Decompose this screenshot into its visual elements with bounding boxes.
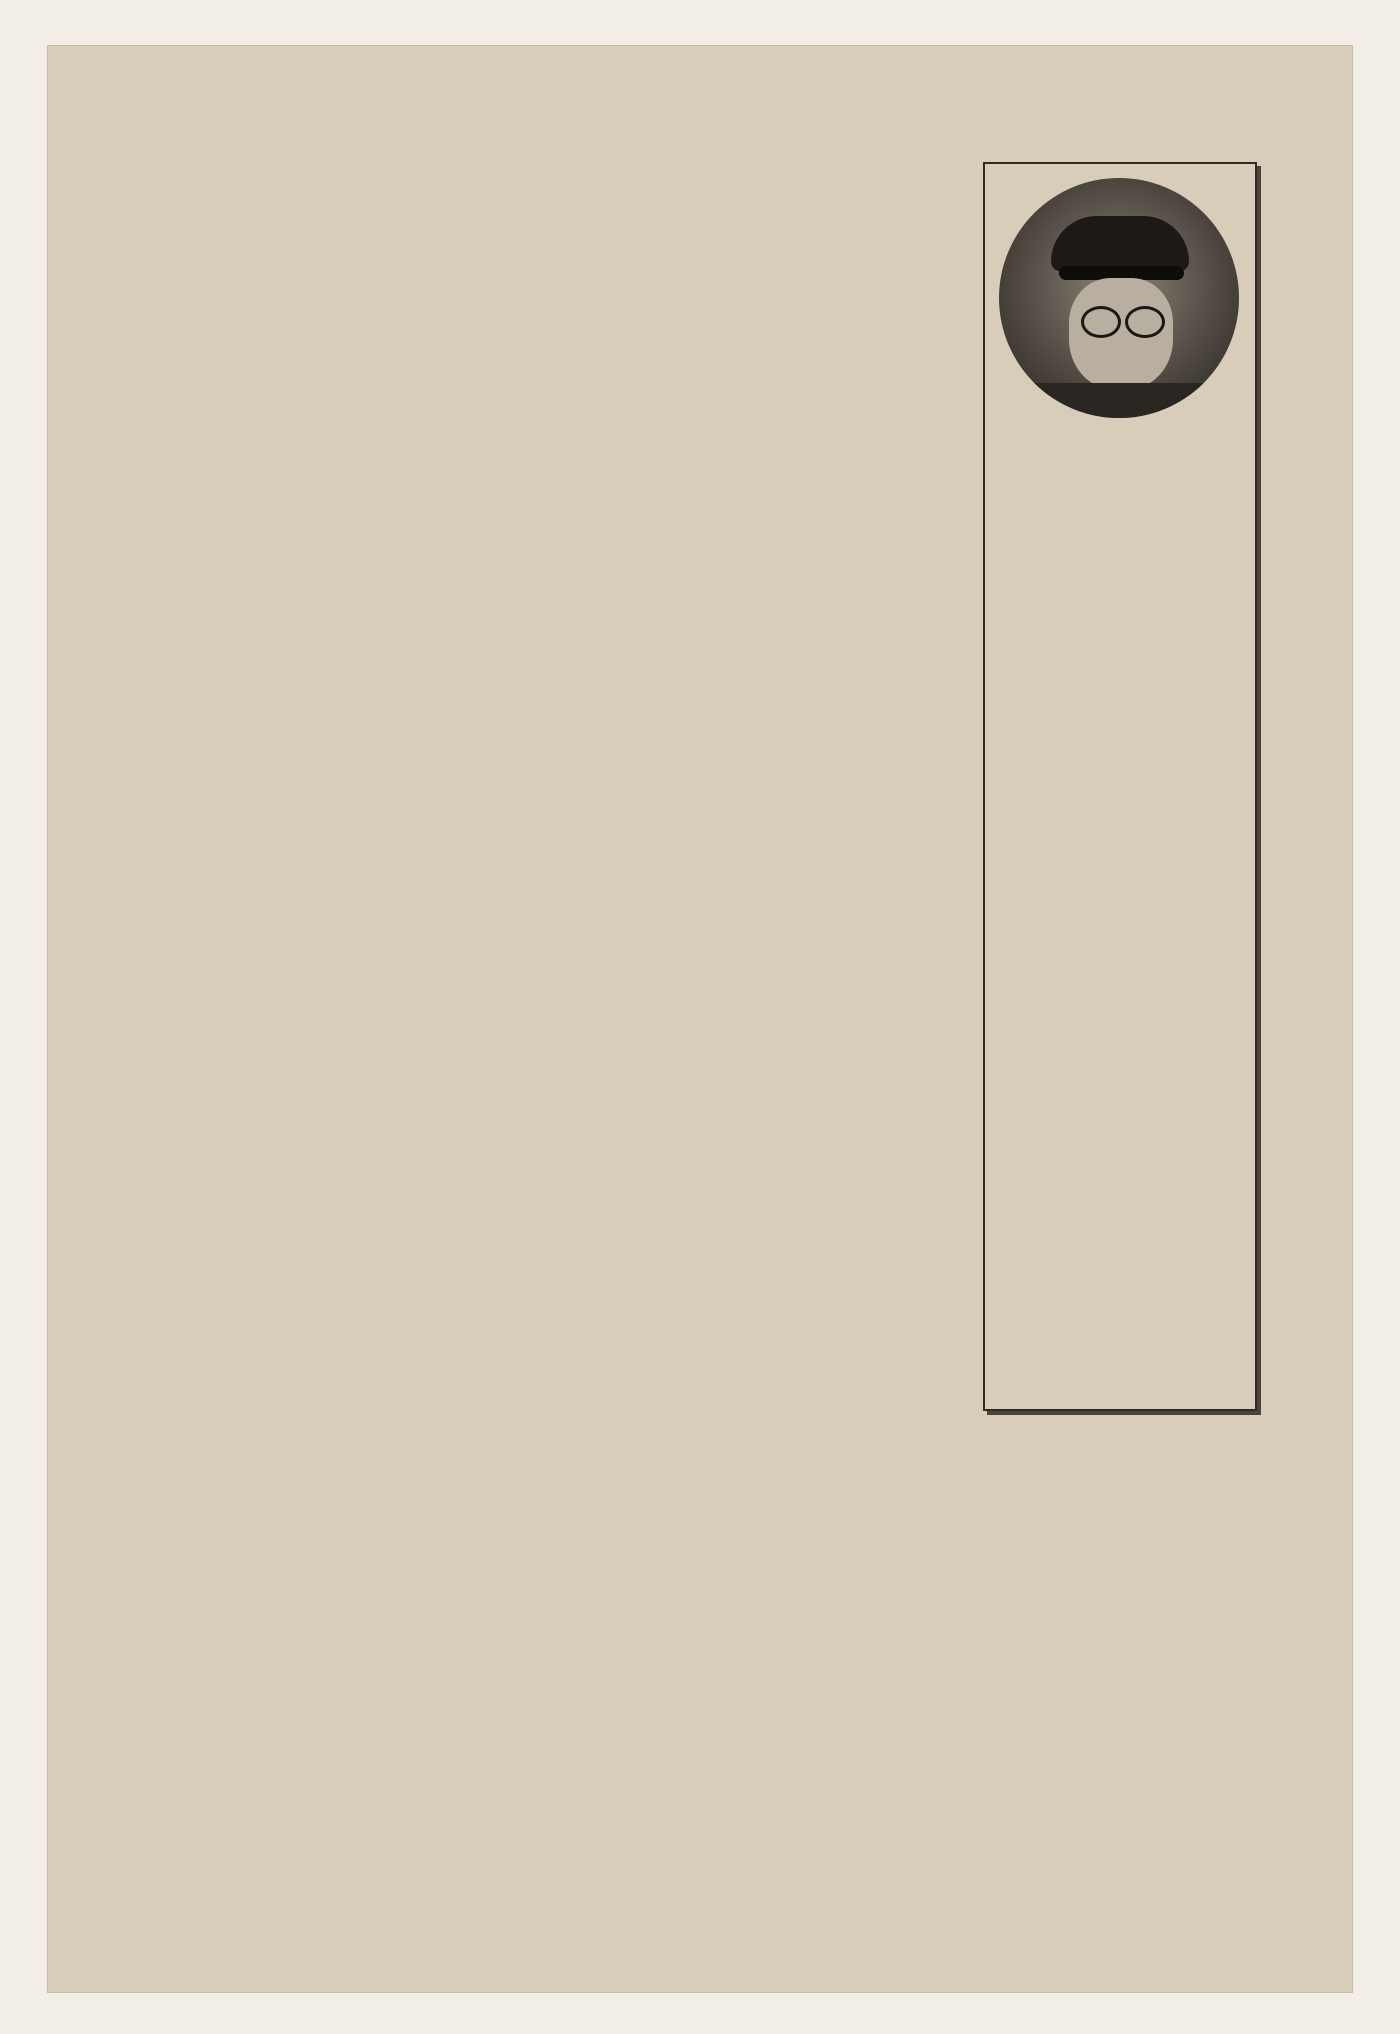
- article-heading-box: [983, 162, 1257, 1411]
- collar-shape: [1029, 383, 1209, 418]
- cap-shape: [1051, 216, 1189, 271]
- glasses-left: [1081, 306, 1121, 338]
- portrait-photo: [999, 178, 1239, 418]
- glasses-right: [1125, 306, 1165, 338]
